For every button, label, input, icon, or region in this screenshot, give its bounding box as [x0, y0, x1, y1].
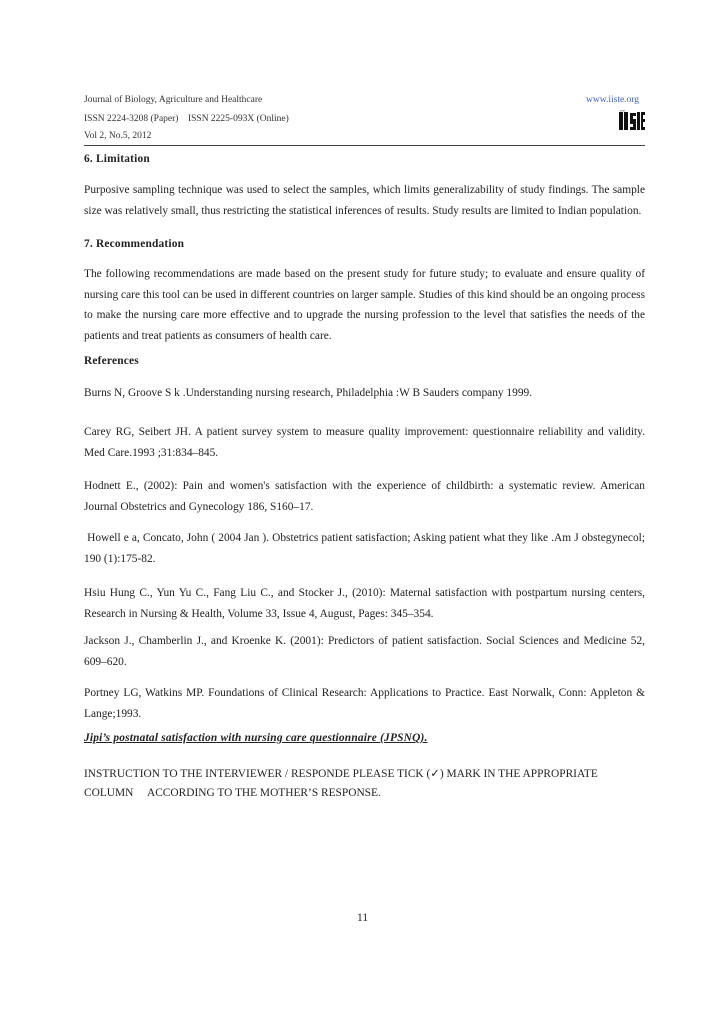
- svg-text:IISTE: IISTE: [620, 110, 626, 113]
- limitation-paragraph: Purposive sampling technique was used to select the samples, which limits generalizability of study findings. The sample size was relatively small, thus restricting the statistical inferences of results. Study results are limited to Indian population.: [84, 184, 645, 217]
- reference-item: Jackson J., Chamberlin J., and Kroenke K. (2001): Predictors of patient satisfaction. Social Sciences and Medicine 52, 609–620.: [84, 635, 645, 668]
- questionnaire-instruction-line2: COLUMN ACCORDING TO THE MOTHER’S RESPONSE.: [84, 787, 381, 799]
- journal-issn: ISSN 2224-3208 (Paper) ISSN 2225-093X (Online): [84, 114, 289, 124]
- questionnaire-instruction-line1: INSTRUCTION TO THE INTERVIEWER / RESPONDE PLEASE TICK (✓) MARK IN THE APPROPRIATE: [84, 768, 598, 780]
- recommendation-paragraph: The following recommendations are made based on the present study for future study; to evaluate and ensure quality of nursing care this tool can be used in different countries on larger sample. Studies of this kind should be an ongoing process to make the nursing care more effective and to upgrade the nursing profession to the level that satisfies the needs of the patients and treat patients as consumers of health care.: [84, 268, 645, 342]
- page-number: 11: [357, 912, 369, 924]
- iiste-logo: [619, 110, 645, 130]
- questionnaire-title: Jipi’s postnatal satisfaction with nursing care questionnaire (JPSNQ).: [84, 732, 428, 744]
- reference-item: Burns N, Groove S k .Understanding nursing research, Philadelphia :W B Sauders company 1999.: [84, 387, 533, 399]
- reference-item: Hodnett E., (2002): Pain and women's satisfaction with the experience of childbirth: a systematic review. American Journal Obstetrics and Gynecology 186, S160–17.: [84, 480, 645, 513]
- references-heading: References: [84, 355, 139, 367]
- limitation-heading: 6. Limitation: [84, 153, 150, 165]
- reference-item: Portney LG, Watkins MP. Foundations of Clinical Research: Applications to Practice. East Norwalk, Conn: Appleton & Lange;1993.: [84, 687, 645, 720]
- recommendation-heading: 7. Recommendation: [84, 238, 185, 250]
- header-rule: [84, 145, 645, 146]
- journal-name: Journal of Biology, Agriculture and Healthcare: [84, 95, 263, 105]
- reference-item: Hsiu Hung C., Yun Yu C., Fang Liu C., and Stocker J., (2010): Maternal satisfaction with postpartum nursing centers, Research in Nursing & Health, Volume 33, Issue 4, August, Pages: 345–354.: [84, 587, 645, 620]
- reference-item: Howell e a, Concato, John ( 2004 Jan ). Obstetrics patient satisfaction; Asking patient what they like .Am J obstegynecol; 190 (1):175-82.: [84, 532, 648, 565]
- journal-volume: Vol 2, No.5, 2012: [84, 131, 152, 141]
- journal-url-link[interactable]: www.iiste.org: [586, 95, 640, 105]
- reference-item: Carey RG, Seibert JH. A patient survey system to measure quality improvement: questionnaire reliability and validity. Med Care.1993 ;31:834–845.: [84, 426, 645, 459]
